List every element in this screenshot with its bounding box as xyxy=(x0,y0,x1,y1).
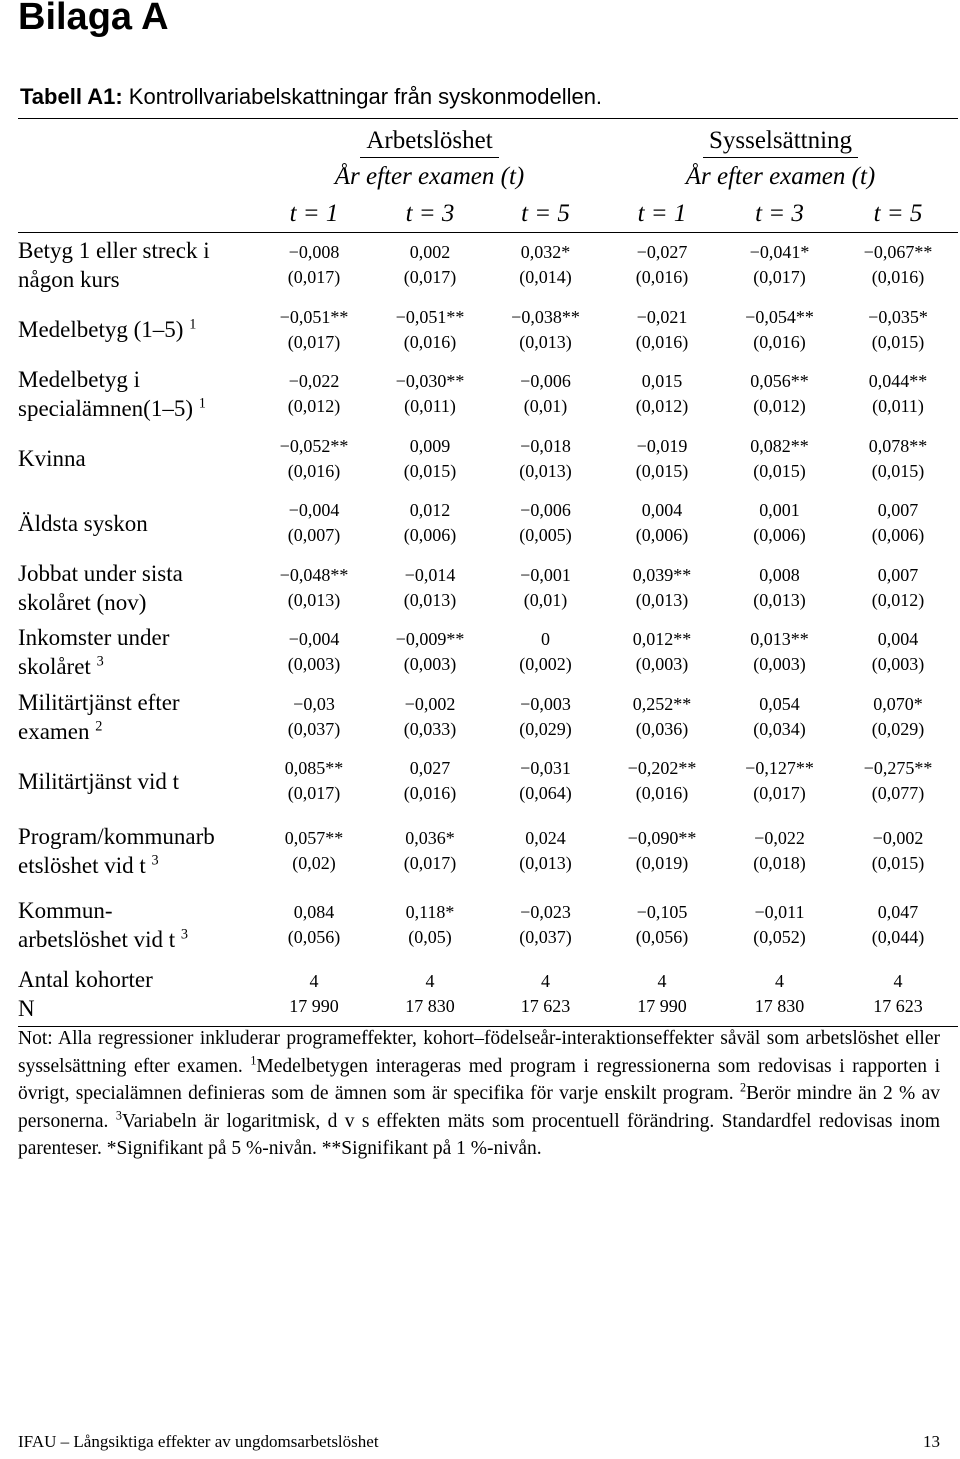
coefficient: −0,022 xyxy=(754,827,805,848)
standard-error: 17 623 xyxy=(873,995,923,1016)
coefficient: 0,015 xyxy=(641,371,683,392)
standard-error: 17 623 xyxy=(520,995,571,1016)
value-cell xyxy=(838,962,958,1027)
coefficient: 4 xyxy=(657,970,667,991)
coefficient: −0,023 xyxy=(520,901,571,922)
standard-error: (0,016) xyxy=(403,331,457,352)
row-label-line: etslöshet vid t xyxy=(18,852,146,878)
coefficient: −0,002 xyxy=(404,693,456,714)
coefficient: −0,031 xyxy=(520,758,571,779)
value-cell xyxy=(721,685,838,750)
standard-error: (0,037) xyxy=(519,926,572,947)
coefficient: 0,009 xyxy=(409,435,451,456)
note-text: Medelbetygen interageras med program i regressionerna som redovisas i rapporten i övrigt, specialämnen definieras som de ämnen som är specifika för varje enskilt program. xyxy=(18,1055,940,1104)
table-row xyxy=(18,814,958,888)
standard-error: 17 990 xyxy=(637,995,687,1016)
value-cell xyxy=(603,298,721,363)
value-cell xyxy=(372,685,488,750)
coefficient: −0,001 xyxy=(520,564,571,585)
coefficient: 0,008 xyxy=(759,564,800,585)
value-cell xyxy=(603,491,721,556)
coefficient: −0,014 xyxy=(404,564,456,585)
row-label-superscript: 3 xyxy=(151,851,159,868)
standard-error: (0,05) xyxy=(408,926,452,947)
coefficient: 0,084 xyxy=(293,901,335,922)
value-cell xyxy=(488,491,603,556)
coefficient: 0,001 xyxy=(759,500,800,521)
value-cell xyxy=(488,298,603,363)
value-cell xyxy=(838,362,958,427)
standard-error: (0,056) xyxy=(287,926,341,947)
standard-error: (0,017) xyxy=(753,783,806,804)
t-header: t = 3 xyxy=(372,196,488,233)
standard-error: (0,013) xyxy=(753,589,806,610)
standard-error: (0,006) xyxy=(871,525,925,546)
coefficient: −0,030** xyxy=(395,371,465,392)
coefficient: −0,041* xyxy=(749,242,810,263)
coefficient: 4 xyxy=(425,970,435,991)
value-cell xyxy=(372,556,488,621)
standard-error: (0,005) xyxy=(519,525,572,546)
coefficient: 0,056** xyxy=(750,371,809,392)
standard-error: (0,015) xyxy=(871,852,925,873)
standard-error: (0,016) xyxy=(403,783,457,804)
coefficient: 0,044** xyxy=(868,371,928,392)
value-cell xyxy=(721,298,838,363)
standard-error: (0,013) xyxy=(519,460,572,481)
coefficient: −0,011 xyxy=(754,901,805,922)
coefficient: 0,007 xyxy=(877,500,919,521)
t-header: t = 1 xyxy=(603,196,721,233)
coefficient: −0,038** xyxy=(511,306,580,327)
value-cell xyxy=(372,962,488,1027)
row-label-line: specialämnen(1–5) xyxy=(18,396,193,422)
table-row xyxy=(18,427,958,492)
value-cell xyxy=(603,814,721,888)
standard-error: 17 830 xyxy=(405,995,455,1016)
standard-error: (0,013) xyxy=(403,589,457,610)
coefficient: 0,002 xyxy=(409,242,451,263)
value-cell xyxy=(838,427,958,492)
coefficient: 0,012 xyxy=(409,500,451,521)
row-label xyxy=(18,888,256,962)
row-label-line: arbetslöshet vid t xyxy=(18,926,176,952)
coefficient: 0,036* xyxy=(405,827,455,848)
value-cell xyxy=(603,427,721,492)
t-header: t = 1 xyxy=(256,196,372,233)
year-label-employment: År efter examen (t) xyxy=(685,163,876,190)
standard-error: (0,002) xyxy=(519,654,572,675)
standard-error: (0,012) xyxy=(753,396,806,417)
standard-error: (0,016) xyxy=(635,783,689,804)
value-cell xyxy=(256,749,372,814)
coefficient: 0,007 xyxy=(877,564,919,585)
note-text: Variabeln är logaritmisk, d v s effekten mäts som procentuell förändring. Standardfel redovisas inom parenteser. *Signifikant på 5 %-nivån. **Signifikant på 1 %-nivån. xyxy=(18,1110,940,1159)
value-cell xyxy=(603,962,721,1027)
value-cell xyxy=(721,749,838,814)
standard-error: (0,011) xyxy=(872,396,924,417)
table-note xyxy=(18,1025,940,1163)
value-cell xyxy=(838,556,958,621)
standard-error: (0,034) xyxy=(753,718,806,739)
coefficient: 0,004 xyxy=(641,500,683,521)
standard-error: (0,016) xyxy=(635,267,689,288)
coefficient: −0,051** xyxy=(395,306,465,327)
value-cell xyxy=(603,233,721,298)
coefficient: 0,054 xyxy=(759,693,800,714)
coefficient: 0,070* xyxy=(873,693,923,714)
value-cell xyxy=(488,749,603,814)
coefficient: 4 xyxy=(775,970,784,991)
standard-error: (0,01) xyxy=(523,589,568,610)
value-cell xyxy=(488,962,603,1027)
value-cell xyxy=(721,362,838,427)
coefficient: −0,035* xyxy=(868,306,928,327)
value-cell xyxy=(721,233,838,298)
row-label-superscript: 3 xyxy=(180,925,189,942)
standard-error: (0,006) xyxy=(635,525,689,546)
coefficient: 0,039** xyxy=(632,564,692,585)
standard-error: (0,006) xyxy=(403,525,457,546)
coefficient: 0,012** xyxy=(632,629,692,650)
coefficient: 0,004 xyxy=(877,629,919,650)
table-row xyxy=(18,749,958,814)
t-header: t = 5 xyxy=(838,196,958,233)
group-header-row xyxy=(18,120,958,158)
coefficient: −0,018 xyxy=(520,435,571,456)
standard-error: (0,003) xyxy=(635,654,689,675)
value-cell xyxy=(372,362,488,427)
coefficient: −0,090** xyxy=(627,827,697,848)
coefficient: −0,004 xyxy=(288,500,340,521)
row-label-superscript: 3 xyxy=(96,653,104,670)
standard-error: (0,044) xyxy=(871,926,925,947)
standard-error: (0,033) xyxy=(403,718,457,739)
caption-label: Tabell A1: xyxy=(20,84,123,109)
coefficient: −0,051** xyxy=(279,306,349,327)
row-label-superscript: 1 xyxy=(198,395,206,412)
coefficient: 0,118* xyxy=(405,901,455,922)
standard-error: (0,017) xyxy=(403,267,457,288)
row-label xyxy=(18,685,256,750)
value-cell xyxy=(256,814,372,888)
coefficient: 0,047 xyxy=(877,901,919,922)
row-label xyxy=(18,814,256,888)
standard-error: (0,013) xyxy=(635,589,689,610)
value-cell xyxy=(256,620,372,685)
standard-error: (0,017) xyxy=(753,267,806,288)
row-label xyxy=(18,233,256,298)
row-label-line: Kommun- xyxy=(18,897,113,923)
coefficient: −0,027 xyxy=(636,242,688,263)
value-cell xyxy=(256,362,372,427)
standard-error: (0,02) xyxy=(292,852,336,873)
standard-error: (0,052) xyxy=(753,926,806,947)
value-cell xyxy=(256,233,372,298)
value-cell xyxy=(372,620,488,685)
value-cell xyxy=(603,362,721,427)
coefficient: −0,048** xyxy=(279,564,349,585)
value-cell xyxy=(721,491,838,556)
t-header-row xyxy=(18,196,958,233)
coefficient: 0,027 xyxy=(409,758,451,779)
standard-error: (0,037) xyxy=(287,718,341,739)
row-label-line: Antal kohorter xyxy=(18,966,153,992)
value-cell xyxy=(838,491,958,556)
standard-error: (0,019) xyxy=(635,852,689,873)
value-cell xyxy=(488,888,603,962)
coefficient: −0,127** xyxy=(745,758,814,779)
coefficient: −0,008 xyxy=(288,242,340,263)
footer-title: IFAU – Långsiktiga effekter av ungdomsarbetslöshet xyxy=(18,1432,379,1451)
coefficient: −0,009** xyxy=(395,629,465,650)
coefficient: −0,003 xyxy=(520,693,571,714)
note-superscript: 3 xyxy=(115,1108,122,1122)
t-header: t = 3 xyxy=(721,196,838,233)
value-cell xyxy=(721,888,838,962)
value-cell xyxy=(256,298,372,363)
row-label-line: någon kurs xyxy=(18,267,120,293)
row-label-line: Medelbetyg i xyxy=(18,367,140,393)
t-header: t = 5 xyxy=(488,196,603,233)
row-label-line: Kvinna xyxy=(18,446,86,472)
standard-error: (0,006) xyxy=(753,525,806,546)
row-label xyxy=(18,556,256,621)
coefficient: −0,275** xyxy=(863,758,933,779)
page-footer xyxy=(18,1432,940,1452)
row-label-line: Betyg 1 eller streck i xyxy=(18,238,210,264)
coefficient: 0,082** xyxy=(750,435,809,456)
value-cell xyxy=(256,491,372,556)
standard-error: (0,016) xyxy=(871,267,925,288)
coefficient: 0,078** xyxy=(868,435,928,456)
row-label xyxy=(18,749,256,814)
row-label xyxy=(18,298,256,363)
coefficient: −0,019 xyxy=(636,435,688,456)
coefficient: 0,085** xyxy=(284,758,344,779)
standard-error: (0,017) xyxy=(287,783,341,804)
coefficient: −0,006 xyxy=(520,371,571,392)
table-row xyxy=(18,491,958,556)
value-cell xyxy=(372,233,488,298)
value-cell xyxy=(488,233,603,298)
page-number: 13 xyxy=(923,1432,940,1451)
note-superscript: 1 xyxy=(250,1053,257,1067)
value-cell xyxy=(488,814,603,888)
coefficient: 0,032* xyxy=(520,242,571,263)
group-header-employment: Sysselsättning xyxy=(603,120,958,158)
value-cell xyxy=(372,749,488,814)
row-label-line: Militärtjänst efter xyxy=(18,689,180,715)
standard-error: (0,007) xyxy=(287,525,341,546)
row-label-line: N xyxy=(18,995,35,1021)
coefficient: −0,006 xyxy=(520,500,571,521)
standard-error: (0,015) xyxy=(635,460,689,481)
standard-error: (0,017) xyxy=(287,267,341,288)
standard-error: (0,012) xyxy=(635,396,689,417)
standard-error: (0,029) xyxy=(519,718,572,739)
row-label xyxy=(18,491,256,556)
standard-error: (0,015) xyxy=(403,460,457,481)
table-caption xyxy=(20,84,602,110)
standard-error: (0,056) xyxy=(635,926,689,947)
table-row xyxy=(18,362,958,427)
value-cell xyxy=(488,556,603,621)
value-cell xyxy=(256,427,372,492)
row-label-line: skolåret xyxy=(18,654,91,680)
value-cell xyxy=(488,427,603,492)
standard-error: (0,016) xyxy=(635,331,689,352)
page-heading: Bilaga A xyxy=(18,0,169,38)
value-cell xyxy=(838,888,958,962)
value-cell xyxy=(603,556,721,621)
value-cell xyxy=(256,962,372,1027)
value-cell xyxy=(488,620,603,685)
note-text: Not: Alla regressioner inkluderar programeffekter, kohort–födelseår-interaktionseffekter såväl som arbetslöshet eller sysselsättning efter examen. xyxy=(18,1028,940,1077)
standard-error: (0,017) xyxy=(403,852,457,873)
value-cell xyxy=(721,814,838,888)
table-row xyxy=(18,620,958,685)
value-cell xyxy=(838,298,958,363)
row-label-line: Jobbat under sista xyxy=(18,560,183,586)
table-row xyxy=(18,685,958,750)
table-row xyxy=(18,888,958,962)
coefficient: −0,002 xyxy=(872,827,924,848)
value-cell xyxy=(603,685,721,750)
note-superscript: 2 xyxy=(740,1080,747,1095)
standard-error: (0,064) xyxy=(519,783,572,804)
year-label-row xyxy=(18,158,958,196)
standard-error: (0,013) xyxy=(519,331,572,352)
value-cell xyxy=(721,427,838,492)
coefficient: 0,252** xyxy=(632,693,692,714)
value-cell xyxy=(488,685,603,750)
standard-error: (0,003) xyxy=(403,654,457,675)
table-row xyxy=(18,298,958,363)
note-text: Berör mindre än 2 % av personerna. xyxy=(18,1083,941,1132)
row-label xyxy=(18,362,256,427)
value-cell xyxy=(838,814,958,888)
coefficient: −0,202** xyxy=(627,758,697,779)
coefficient: −0,022 xyxy=(288,371,340,392)
table-row xyxy=(18,233,958,298)
standard-error: (0,013) xyxy=(287,589,341,610)
standard-error: (0,077) xyxy=(871,783,925,804)
standard-error: (0,018) xyxy=(753,852,806,873)
coefficient: −0,021 xyxy=(636,306,688,327)
value-cell xyxy=(372,888,488,962)
row-label-line: skolåret (nov) xyxy=(18,589,147,615)
standard-error: (0,01) xyxy=(523,396,568,417)
coefficient: 0,024 xyxy=(525,827,566,848)
value-cell xyxy=(372,814,488,888)
caption-text: Kontrollvariabelskattningar från syskonmodellen. xyxy=(122,84,603,109)
value-cell xyxy=(256,685,372,750)
standard-error: (0,015) xyxy=(871,460,925,481)
row-label xyxy=(18,427,256,492)
value-cell xyxy=(838,233,958,298)
row-label xyxy=(18,962,256,1027)
coefficient: −0,004 xyxy=(288,629,340,650)
standard-error: (0,003) xyxy=(871,654,925,675)
standard-error: 17 990 xyxy=(289,995,339,1016)
standard-error: (0,015) xyxy=(871,331,925,352)
value-cell xyxy=(372,427,488,492)
value-cell xyxy=(372,298,488,363)
row-label-line: Äldsta syskon xyxy=(18,510,148,536)
value-cell xyxy=(256,556,372,621)
coefficient: 0,013** xyxy=(750,629,809,650)
row-label-superscript: 2 xyxy=(95,718,103,735)
coefficient: −0,105 xyxy=(636,901,688,922)
coefficient: −0,052** xyxy=(279,435,349,456)
value-cell xyxy=(256,888,372,962)
coefficient: 4 xyxy=(541,970,550,991)
row-label xyxy=(18,620,256,685)
row-label-line: Program/kommunarb xyxy=(18,823,215,849)
standard-error: (0,003) xyxy=(287,654,341,675)
table-row xyxy=(18,556,958,621)
standard-error: (0,013) xyxy=(519,852,572,873)
standard-error: (0,003) xyxy=(753,654,806,675)
coefficient: 4 xyxy=(893,970,903,991)
row-label-line: examen xyxy=(18,718,90,744)
standard-error: (0,015) xyxy=(753,460,806,481)
standard-error: (0,012) xyxy=(287,396,341,417)
results-table xyxy=(18,120,958,1027)
value-cell xyxy=(372,491,488,556)
standard-error: (0,036) xyxy=(635,718,689,739)
row-label-line: Medelbetyg (1–5) xyxy=(18,317,184,343)
table-row xyxy=(18,962,958,1027)
table-top-rule xyxy=(18,118,958,119)
standard-error: (0,029) xyxy=(871,718,925,739)
value-cell xyxy=(721,556,838,621)
value-cell xyxy=(603,888,721,962)
standard-error: (0,012) xyxy=(871,589,925,610)
value-cell xyxy=(721,962,838,1027)
value-cell xyxy=(838,620,958,685)
coefficient: 0 xyxy=(541,629,550,650)
group-header-unemployment: Arbetslöshet xyxy=(256,120,603,158)
coefficient: −0,03 xyxy=(293,693,335,714)
standard-error: (0,011) xyxy=(404,396,456,417)
value-cell xyxy=(838,685,958,750)
coefficient: 0,057** xyxy=(284,827,344,848)
standard-error: (0,016) xyxy=(287,460,341,481)
row-label-line: Inkomster under xyxy=(18,625,170,651)
coefficient: −0,054** xyxy=(745,306,814,327)
coefficient: 4 xyxy=(309,970,319,991)
year-label-unemployment: År efter examen (t) xyxy=(334,163,525,190)
value-cell xyxy=(838,749,958,814)
row-label-line: Militärtjänst vid t xyxy=(18,768,179,794)
coefficient: −0,067** xyxy=(863,242,933,263)
standard-error: (0,017) xyxy=(287,331,341,352)
standard-error: 17 830 xyxy=(754,995,805,1016)
row-label-superscript: 1 xyxy=(189,316,197,333)
standard-error: (0,016) xyxy=(753,331,806,352)
value-cell xyxy=(603,620,721,685)
value-cell xyxy=(721,620,838,685)
standard-error: (0,014) xyxy=(519,267,572,288)
value-cell xyxy=(603,749,721,814)
value-cell xyxy=(488,362,603,427)
